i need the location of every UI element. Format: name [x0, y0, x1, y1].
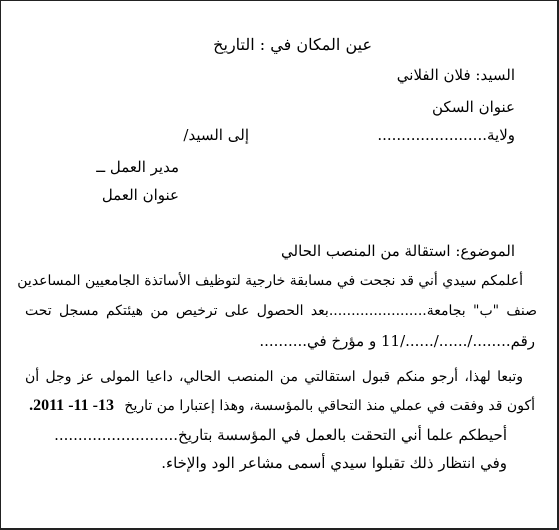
closing-line: وفي انتظار ذلك تقبلوا سيدي أسمى مشاعر الود والإخاء. [161, 454, 507, 472]
recipient-title: مدير العمل ــ [96, 158, 179, 176]
recipient-address: عنوان العمل [101, 186, 179, 204]
body-line-5 [25, 396, 535, 416]
body-line-2: صنف "ب" بجامعة......................بعد الحصول على ترخيص من هيئتكم مسجل تحت [25, 303, 537, 319]
addressee-prefix: إلى السيد/ [183, 126, 249, 144]
place-date-line: عين المكان في : التاريخ [213, 35, 372, 54]
body-line-1: أعلمكم سيدي أني قد نجحت في مسابقة خارجية لتوظيف الأساتذة الجامعيين المساعدين [17, 273, 523, 289]
resignation-date: 13- 11- 2011. [29, 397, 114, 414]
body-line-4: وتبعا لهذا، أرجو منكم قبول استقالتي من المنصب الحالي، داعيا المولى عز وجل أن [25, 369, 523, 385]
body-line-6: أحيطكم علما أني التحقت بالعمل في المؤسسة بتاريخ.......................... [54, 426, 507, 444]
body-line-3: رقم......../....../....../11 و مؤرخ في.......... [259, 332, 535, 350]
sender-wilaya: ولاية....................... [377, 126, 515, 144]
letter-subject: الموضوع: استقالة من المنصب الحالي [281, 242, 515, 260]
sender-address: عنوان السكن [432, 98, 515, 116]
body-line-5-text: أكون قد وفقت في عملي منذ التحاقي بالمؤسسة، وهذا إعتبارا من تاريخ [124, 398, 535, 414]
sender-name: السيد: فلان الفلاني [396, 66, 515, 84]
